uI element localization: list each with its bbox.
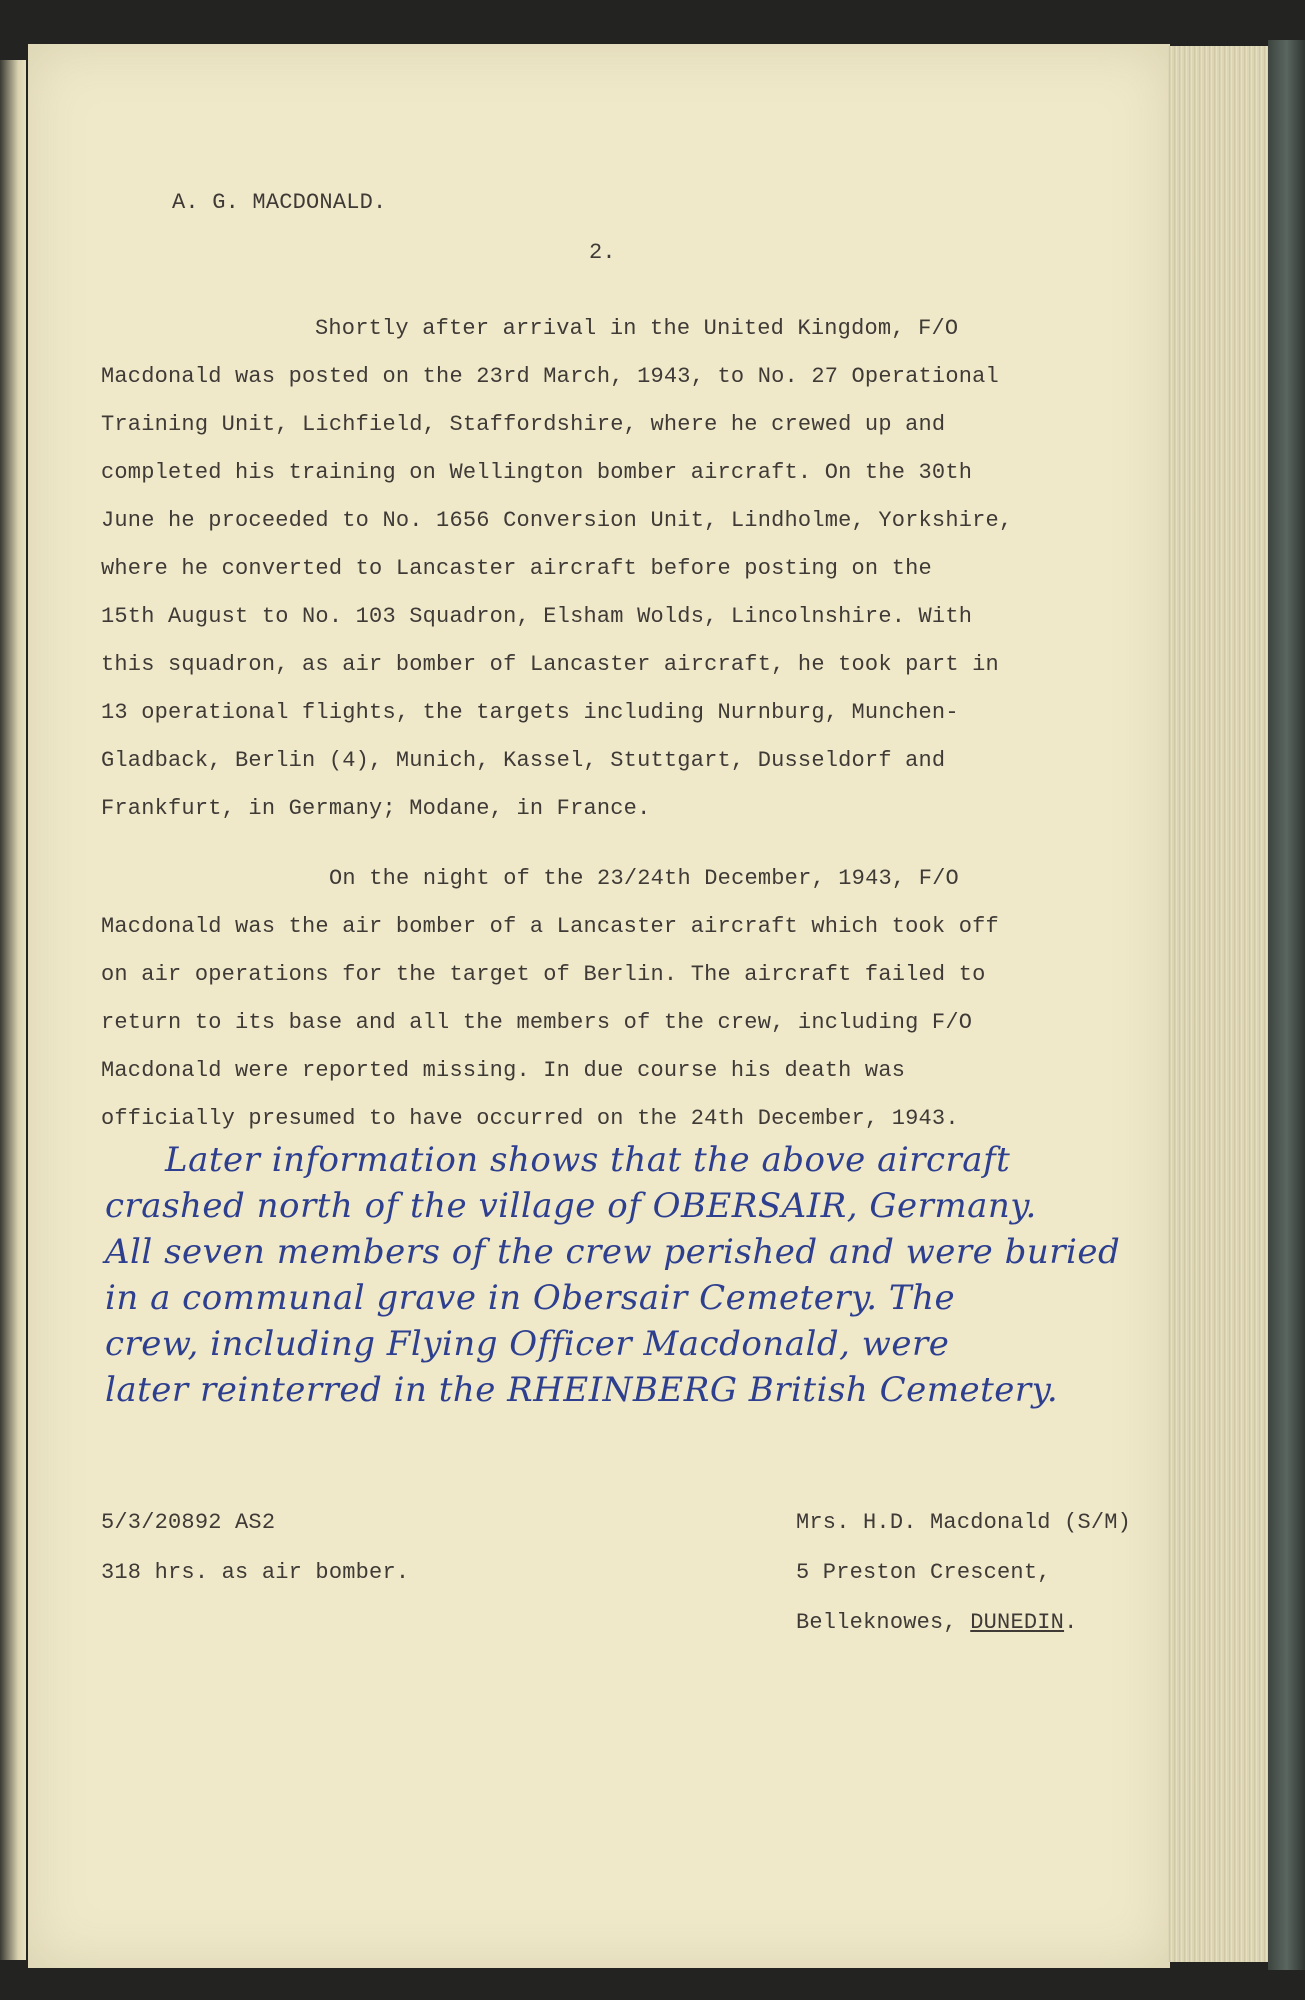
para1-line-6: where he converted to Lancaster aircraft before posting on the — [101, 556, 932, 581]
para1-line-10: Gladback, Berlin (4), Munich, Kassel, Stuttgart, Dusseldorf and — [101, 748, 946, 773]
handwritten-line-1: Later information shows that the above aircraft — [165, 1140, 1011, 1180]
para2-line-3: on air operations for the target of Berlin. The aircraft failed to — [101, 962, 986, 987]
handwritten-line-6: later reinterred in the RHEINBERG British Cemetery. — [105, 1370, 1059, 1410]
para2-line-6: officially presumed to have occurred on the 24th December, 1943. — [101, 1106, 959, 1131]
para1-line-4: completed his training on Wellington bomber aircraft. On the 30th — [101, 460, 973, 485]
next-of-kin-town — [796, 1610, 1077, 1635]
left-page-edge — [0, 60, 26, 1960]
para1-line-8: this squadron, as air bomber of Lancaster aircraft, he took part in — [101, 652, 999, 677]
book-binding — [1268, 40, 1305, 1970]
handwritten-line-5: crew, including Flying Officer Macdonald, were — [105, 1324, 950, 1364]
page-stack-edges — [1168, 46, 1268, 1962]
para1-line-11: Frankfurt, in Germany; Modane, in France. — [101, 796, 651, 821]
suburb: Belleknowes, — [796, 1610, 971, 1635]
page-number: 2. — [589, 240, 616, 265]
subject-name: A. G. MACDONALD. — [172, 190, 387, 215]
city-suffix: . — [1064, 1610, 1078, 1635]
file-reference: 5/3/20892 AS2 — [101, 1510, 276, 1535]
handwritten-line-4: in a communal grave in Obersair Cemetery. The — [105, 1278, 956, 1318]
para1-line-2: Macdonald was posted on the 23rd March, 1943, to No. 27 Operational — [101, 364, 999, 389]
para2-line-4: return to its base and all the members of the crew, including F/O — [101, 1010, 973, 1035]
handwritten-line-2: crashed north of the village of OBERSAIR, Germany. — [105, 1186, 1037, 1226]
para1-line-3: Training Unit, Lichfield, Staffordshire, where he crewed up and — [101, 412, 946, 437]
para1-line-7: 15th August to No. 103 Squadron, Elsham Wolds, Lincolnshire. With — [101, 604, 973, 629]
para1-line-5: June he proceeded to No. 1656 Conversion Unit, Lindholme, Yorkshire, — [101, 508, 1013, 533]
para2-line-2: Macdonald was the air bomber of a Lancaster aircraft which took off — [101, 914, 999, 939]
para1-line-9: 13 operational flights, the targets including Nurnburg, Munchen- — [101, 700, 959, 725]
next-of-kin-street: 5 Preston Crescent, — [796, 1560, 1051, 1585]
next-of-kin-name: Mrs. H.D. Macdonald (S/M) — [796, 1510, 1132, 1535]
para2-line-5: Macdonald were reported missing. In due course his death was — [101, 1058, 906, 1083]
para1-line-1: Shortly after arrival in the United Kingdom, F/O — [315, 316, 959, 341]
para2-line-1: On the night of the 23/24th December, 1943, F/O — [329, 866, 959, 891]
handwritten-line-3: All seven members of the crew perished and were buried — [105, 1232, 1121, 1272]
flying-hours: 318 hrs. as air bomber. — [101, 1560, 410, 1585]
city-underlined: DUNEDIN — [970, 1610, 1065, 1635]
